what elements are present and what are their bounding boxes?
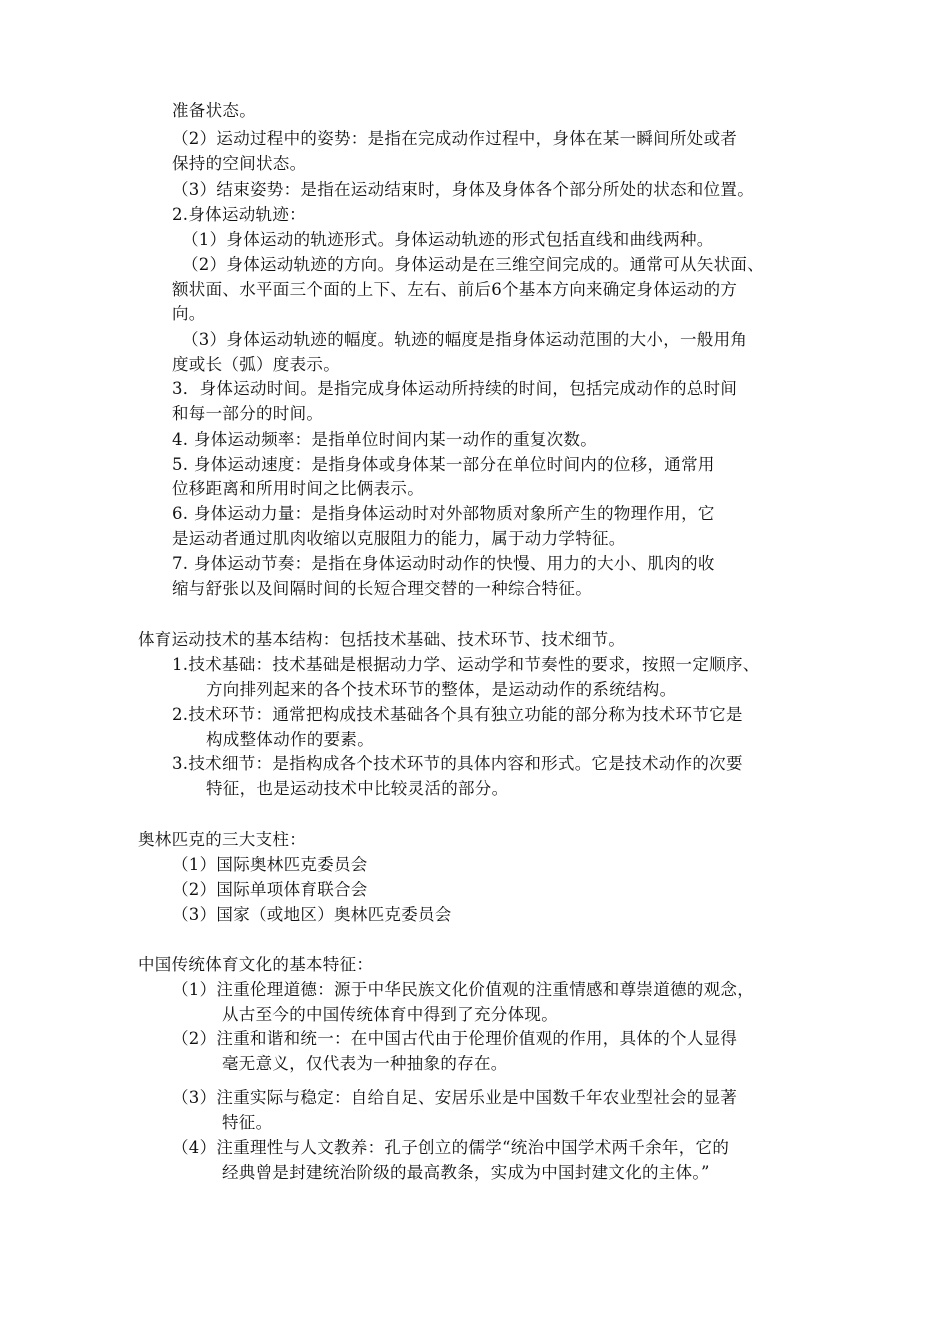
- text-line: 准备状态。: [172, 101, 256, 120]
- text-line: 是运动者通过肌肉收缩以克服阻力的能力，属于动力学特征。: [172, 529, 626, 548]
- list-item: （3）注重实际与稳定：自给自足、安居乐业是中国数千年农业型社会的显著: [172, 1088, 738, 1107]
- list-item: （3）国家（或地区）奥林匹克委员会: [172, 905, 452, 924]
- list-item: （2）国际单项体育联合会: [172, 880, 368, 899]
- text-line: 保持的空间状态。: [172, 154, 307, 173]
- list-item-continuation: 特征。: [222, 1113, 273, 1132]
- list-item-continuation: 经典曾是封建统治阶级的最高教条，实成为中国封建文化的主体。”: [222, 1163, 710, 1182]
- list-item: （2）注重和谐和统一：在中国古代由于伦理价值观的作用，具体的个人显得: [172, 1029, 738, 1048]
- list-item-continuation: 从古至今的中国传统体育中得到了充分体现。: [222, 1005, 558, 1024]
- list-item: （1）国际奥林匹克委员会: [172, 855, 368, 874]
- text-line: 度或长（弧）度表示。: [172, 355, 340, 374]
- list-item: （4）注重理性与人文教养：孔子创立的儒学“统治中国学术两千余年，它的: [172, 1138, 730, 1157]
- list-item-continuation: 方向排列起来的各个技术环节的整体，是运动动作的系统结构。: [206, 680, 677, 699]
- text-line: 位移距离和所用时间之比俩表示。: [172, 479, 424, 498]
- text-line: 4. 身体运动频率：是指单位时间内某一动作的重复次数。: [172, 430, 598, 449]
- section-heading: 体育运动技术的基本结构：包括技术基础、技术环节、技术细节。: [138, 630, 626, 649]
- text-line: （1）身体运动的轨迹形式。身体运动轨迹的形式包括直线和曲线两种。: [182, 230, 714, 249]
- text-line: （2）运动过程中的姿势：是指在完成动作过程中，身体在某一瞬间所处或者: [172, 129, 738, 148]
- list-item: 3.技术细节：是指构成各个技术环节的具体内容和形式。它是技术动作的次要: [172, 754, 743, 773]
- text-line: （2）身体运动轨迹的方向。身体运动是在三维空间完成的。通常可从矢状面、: [182, 255, 764, 274]
- text-line: 5. 身体运动速度：是指身体或身体某一部分在单位时间内的位移，通常用: [172, 455, 715, 474]
- text-line: 额状面、水平面三个面的上下、左右、前后6个基本方向来确定身体运动的方: [172, 280, 738, 299]
- list-item-continuation: 特征，也是运动技术中比较灵活的部分。: [206, 779, 509, 798]
- text-line: 2.身体运动轨迹：: [172, 205, 306, 224]
- text-line: 缩与舒张以及间隔时间的长短合理交替的一种综合特征。: [172, 579, 592, 598]
- list-item: （1）注重伦理道德：源于中华民族文化价值观的注重情感和尊崇道德的观念，: [172, 980, 754, 999]
- text-line: 7. 身体运动节奏：是指在身体运动时动作的快慢、用力的大小、肌肉的收: [172, 554, 715, 573]
- list-item: 1.技术基础：技术基础是根据动力学、运动学和节奏性的要求，按照一定顺序、: [172, 655, 760, 674]
- text-line: 向。: [172, 304, 206, 323]
- section-heading: 中国传统体育文化的基本特征：: [138, 955, 374, 974]
- section-heading: 奥林匹克的三大支柱：: [138, 830, 306, 849]
- text-line: 3．身体运动时间。是指完成身体运动所持续的时间，包括完成动作的总时间: [172, 379, 738, 398]
- list-item-continuation: 构成整体动作的要素。: [206, 730, 374, 749]
- text-line: （3）结束姿势：是指在运动结束时，身体及身体各个部分所处的状态和位置。: [172, 180, 754, 199]
- list-item: 2.技术环节：通常把构成技术基础各个具有独立功能的部分称为技术环节它是: [172, 705, 743, 724]
- text-line: 和每一部分的时间。: [172, 404, 324, 423]
- text-line: 6. 身体运动力量：是指身体运动时对外部物质对象所产生的物理作用，它: [172, 504, 715, 523]
- list-item-continuation: 毫无意义，仅代表为一种抽象的存在。: [222, 1054, 508, 1073]
- text-line: （3）身体运动轨迹的幅度。轨迹的幅度是指身体运动范围的大小，一般用角: [182, 330, 748, 349]
